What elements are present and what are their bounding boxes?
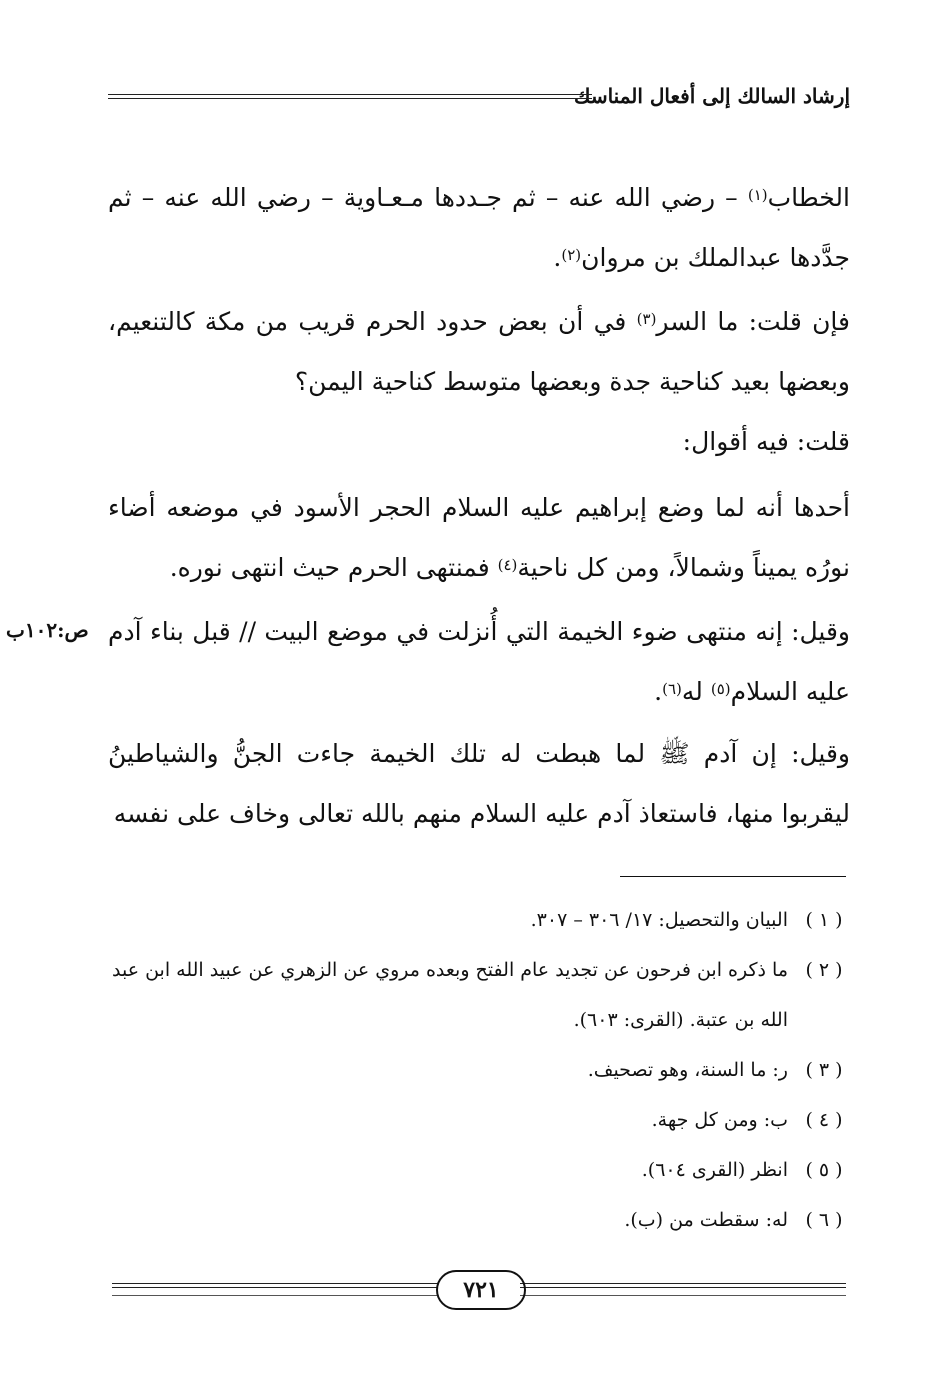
footer-rule-right-thin [520,1295,846,1296]
paragraph-5 [108,602,850,722]
footnote-ref-6: (٦) [662,680,682,698]
paragraph-2 [108,292,850,412]
footnotes [108,895,850,1245]
p2-text-b: في أن بعض حدود الحرم قريب من مكة كالتنعيم، وبعضها بعيد كناحية جدة وبعضها متوسط كناحية اليمن؟ [108,307,850,396]
footnote-ref-5: (٥) [710,680,731,698]
paragraph-6 [108,724,850,844]
page-number: ٧٢١ [436,1270,526,1310]
running-header [108,82,850,114]
header-rule [108,94,592,99]
p4-text-a: أحدها أنه لما وضع إبراهيم عليه السلام الحجر الأسود في موضعه أضاء نورُه يميناً وشمالاً، ومن كل ناحية [108,493,850,582]
p1-text-b: – رضي الله عنه – ثم جـددها مـعـاوية – رضي الله عنه – ثم [108,183,748,212]
footnote-separator [620,876,846,877]
footnote-item [108,945,850,1045]
footnote-number: ( ٤ ) [805,1109,843,1131]
footnote-text: ر: ما السنة، وهو تصحيف. [587,1059,788,1081]
footnote-item [108,1145,850,1195]
running-title: إرشاد السالك إلى أفعال المناسك [573,84,850,108]
p6-text: وقيل: إن آدم ﷺ لما هبطت له تلك الخيمة جاءت الجنُّ والشياطينُ ليقربوا منها، فاستعاذ آدم عليه السلام منهم بالله تعالى وخاف على نفسه [108,739,850,828]
paragraph-1 [108,168,850,288]
footnote-item [108,1195,850,1245]
p3-text: قلت: فيه أقوال: [682,427,850,456]
p1-text-a: الخطاب [767,183,850,212]
footnote-ref-1: (١) [747,186,768,204]
footnote-text: ب: ومن كل جهة. [651,1109,788,1131]
manuscript-folio-note: ص:١٠٢ب [6,618,89,642]
paragraph-4 [108,478,850,598]
footnote-text: انظر (القرى ٦٠٤). [641,1159,788,1181]
page-footer [112,1268,846,1312]
paragraph-3 [108,412,850,472]
footer-rule-right [520,1283,846,1288]
p5-text-b: له [681,677,711,706]
footer-rule-left [112,1283,438,1288]
p4-text-b: فمنتهى الحرم حيث انتهى نوره. [169,553,498,582]
footnote-number: ( ٦ ) [805,1209,843,1231]
footnote-text: ما ذكره ابن فرحون عن تجديد عام الفتح وبعده مروي عن الزهري عن عبيد الله ابن عبد الله بن عتبة. (القرى: ٦٠٣). [112,959,788,1031]
p1-text-c: جدَّدها عبدالملك بن مروان [581,243,850,272]
footnote-number: ( ٢ ) [805,959,843,981]
footnote-item [108,1095,850,1145]
footnote-text: له: سقطت من (ب). [624,1209,788,1231]
footnote-ref-4: (٤) [497,556,518,574]
footnote-item [108,895,850,945]
p2-text-a: فإن قلت: ما السر [656,307,850,336]
footnote-text: البيان والتحصيل: ١٧/ ٣٠٦ – ٣٠٧. [530,909,788,931]
footer-rule-left-thin [112,1295,438,1296]
footnote-ref-3: (٣) [636,310,657,328]
footnote-number: ( ١ ) [805,909,843,931]
p1-text-d: . [553,243,562,272]
p5-text-c: . [654,677,663,706]
footnote-number: ( ٣ ) [805,1059,843,1081]
p5-text-a: وقيل: إنه منتهى ضوء الخيمة التي أُنزلت في موضع البيت // قبل بناء آدم عليه السلام [108,617,850,706]
footnote-item [108,1045,850,1095]
footnote-ref-2: (٢) [561,246,582,264]
footnote-number: ( ٥ ) [805,1159,843,1181]
